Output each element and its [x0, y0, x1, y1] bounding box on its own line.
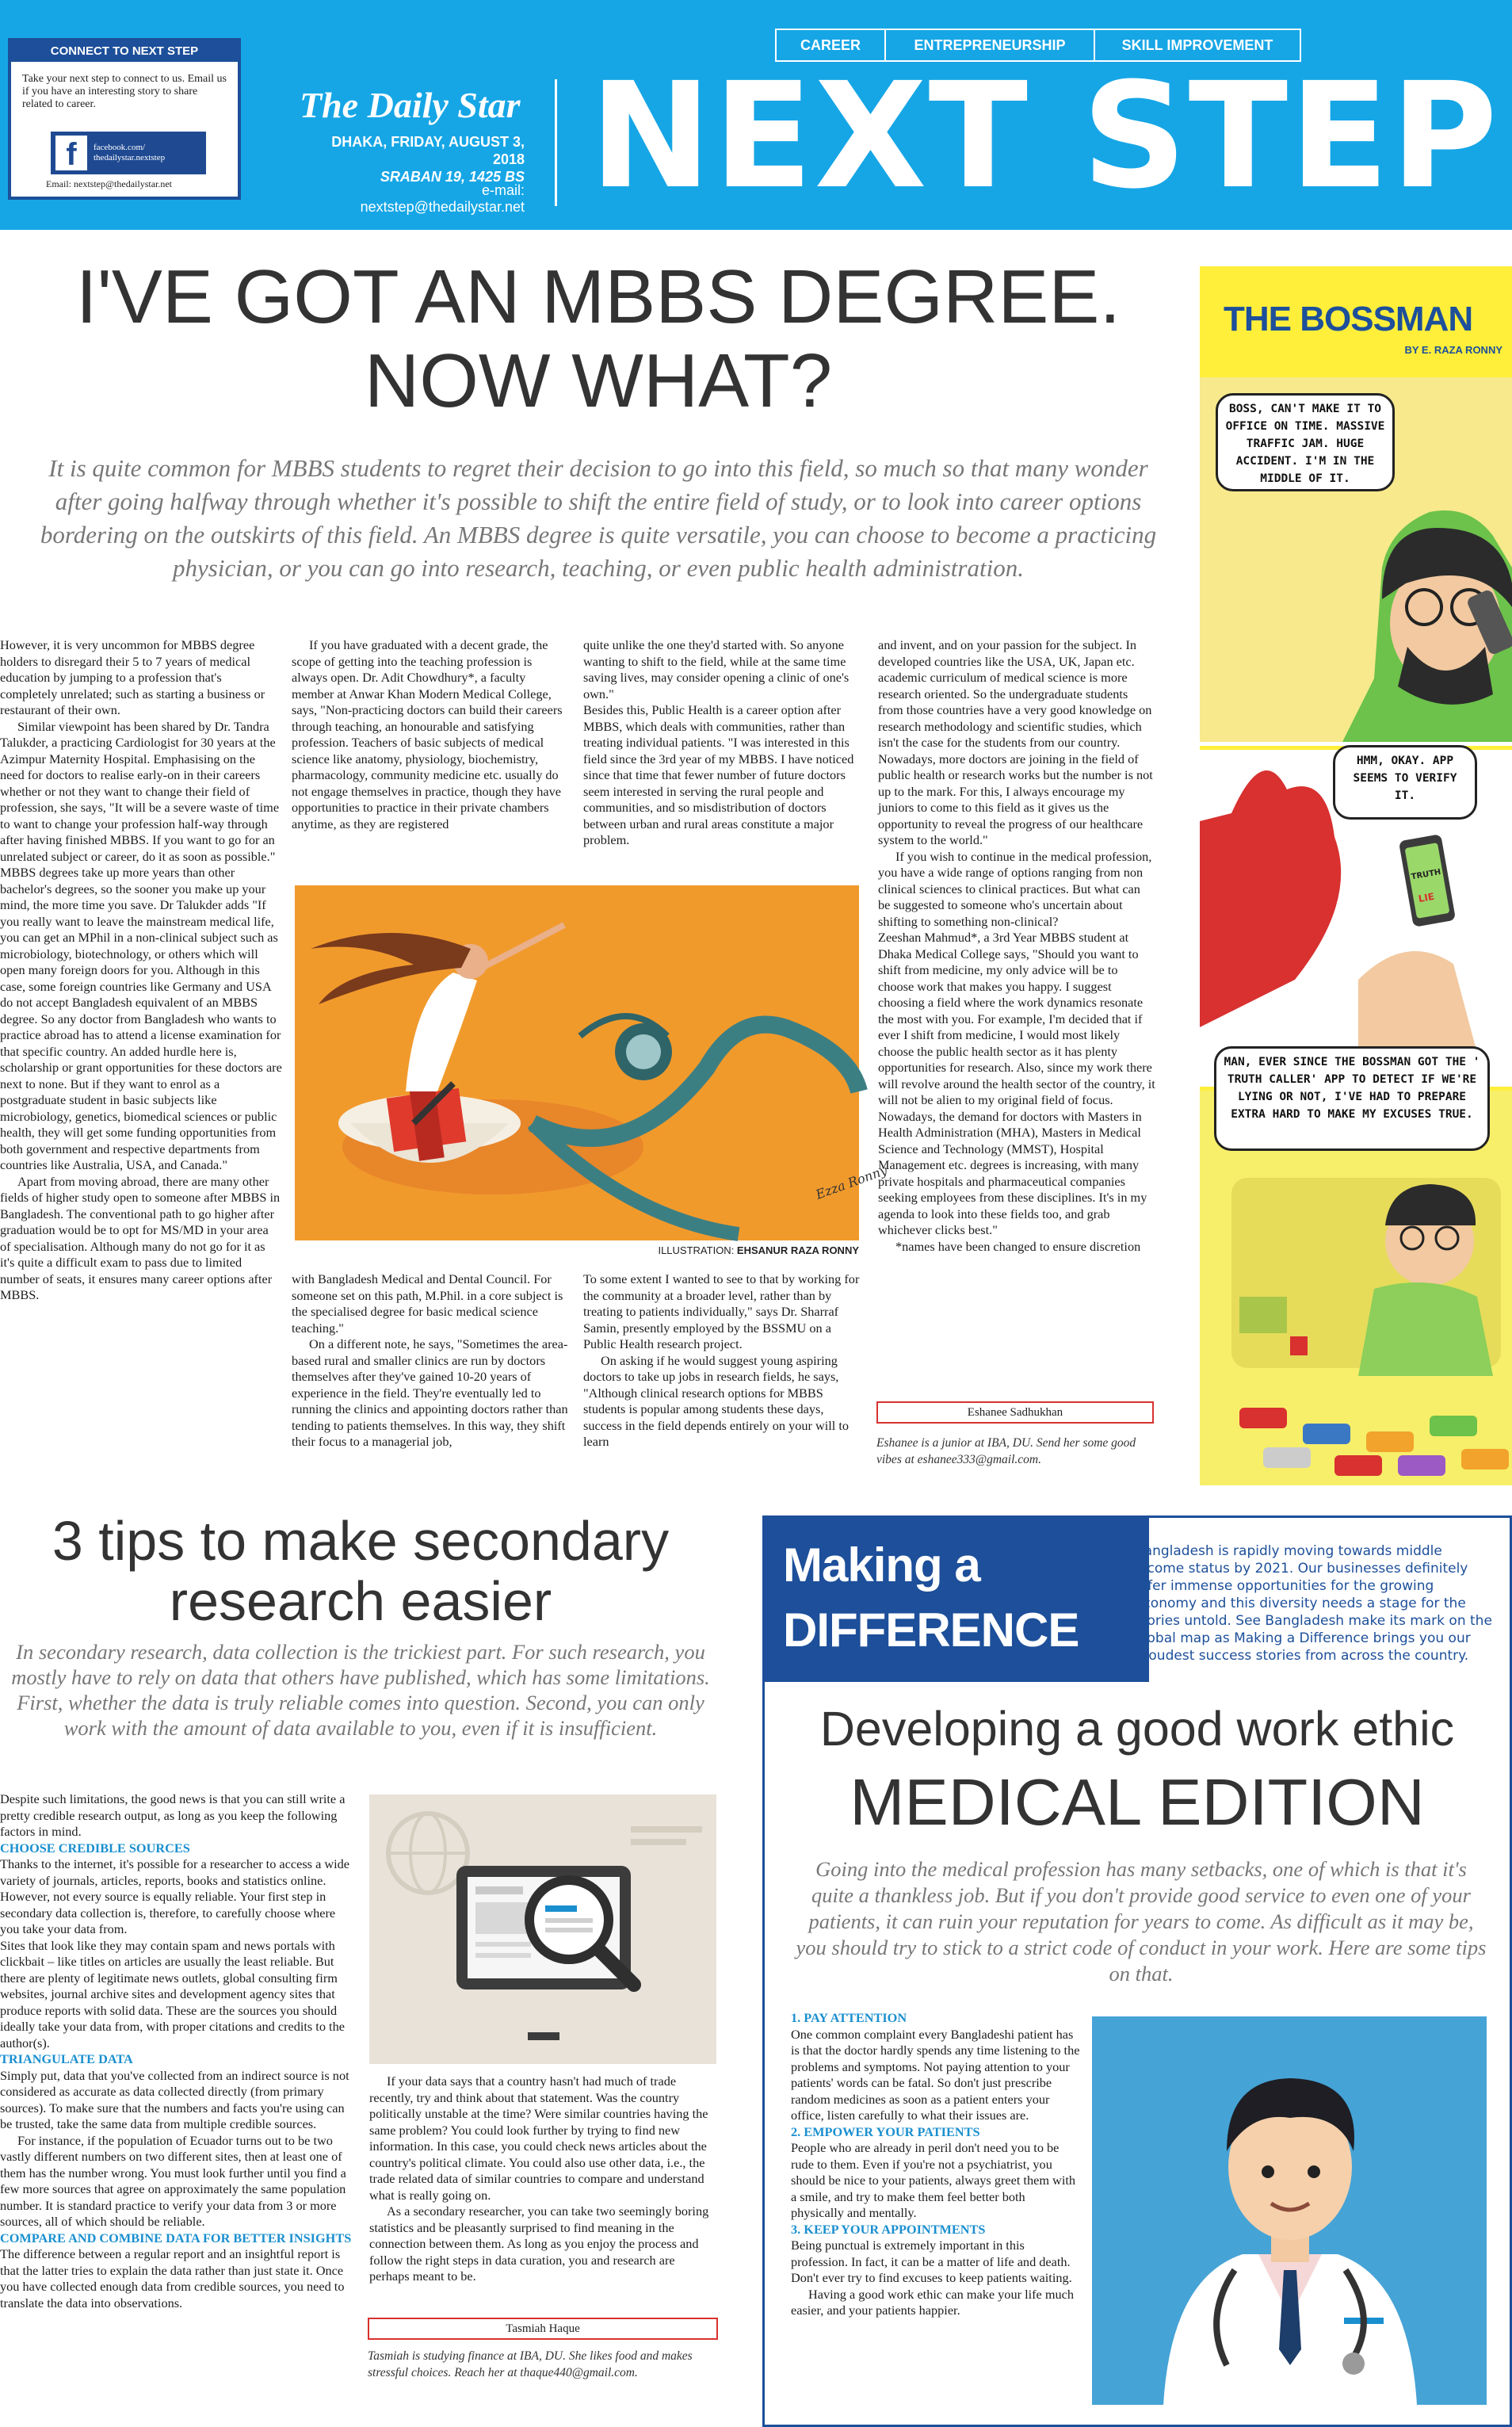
phone-label-truth: TRUTH — [1411, 867, 1442, 882]
tips-column-1 — [0, 1791, 355, 2311]
lead-paragraph: If you have graduated with a decent grade, the scope of getting into the teaching profession is always open. Dr. Adit Chowdhury*, a faculty member at Anwar Khan Modern Medical College, says, "Non-practicing doctors can build their careers through teaching, an honourable and satisfying profession. Teachers of basic subjects of medical science like anatomy, physiology, biochemistry, pharmacology, community medicine etc. usually do not engage themselves in practice, though they have opportunities to practice in their private chambers anytime, as they are registered — [292, 637, 563, 831]
tips-deck: In secondary research, data collection is the trickiest part. For such research, you mostly have to rely on data that others have published, which has some limitations. First, whether the data is truly reliable comes into question. Second, you can only work with the amount of data available to you, even if it is insufficient. — [11, 1640, 710, 1740]
comic-author: BY E. RAZA RONNY — [1404, 344, 1502, 356]
lead-paragraph: Zeeshan Mahmud*, a 3rd Year MBBS student at Dhaka Medical College says, "Should you want to shift from medicine, my only advice will be to choose work that makes you happy. I suggest choosing a field where the work dynamics resonate the most with you. For example, I'm decided that if ever I shift from medicine, I would most likely choose the public health sector as it has plenty opportunities for research. Also, since my work there will revolve around the health sector of the country, it will not be alien to my original field of focus. Nowadays, the demand for doctors with Masters in Health Administration (MHA), Masters in Medical Science and Technology (MMST), Hospital Management etc. degrees is increasing, with many private hospitals and pharmaceutical companies seeking employees from these disciplines. It's in my agenda to look into these fields too, and grab whichever clicks best." — [878, 930, 1155, 1237]
lead-paragraph: with Bangladesh Medical and Dental Council. For someone set on this path, M.Phil. in a core subject is the specialised degree for basic medical science teaching." — [292, 1271, 563, 1336]
nav-tab-career[interactable]: CAREER — [775, 29, 886, 62]
lead-paragraph: To some extent I wanted to see to that by working for the community at a broader level, rather than by treating to patients individually," says Dr. Sharraf Samin, presently employed by the BSSMU on a Public Health research project. — [583, 1271, 860, 1351]
speech-bubble-3: MAN, EVER SINCE THE BOSSMAN GOT THE ' TRUTH CALLER' APP TO DETECT IF WE'RE LYING OR NOT, I'VE HAD TO PREPARE EXTRA HARD TO MAKE MY EXCUSES TRUE. — [1214, 1046, 1490, 1151]
tips-headline — [0, 1511, 721, 1631]
mad-intro: Bangladesh is rapidly moving towards middle income status by 2021. Our businesses definitely offer immense opportunities for the growing economy and this diversity needs a stage for the stories untold. See Bangladesh make its mark on the global map as Making a Difference brings you our proudest success stories from across the country. — [1135, 1543, 1492, 1664]
ethic-subhead-2: 2. EMPOWER YOUR PATIENTS — [791, 2123, 980, 2139]
lead-column-2-top — [292, 637, 569, 832]
speech-bubble-1: BOSS, CAN'T MAKE IT TO OFFICE ON TIME. MASSIVE TRAFFIC JAM. HUGE ACCIDENT. I'M IN THE MIDDLE OF IT. — [1216, 393, 1395, 491]
issue-date-line-2: SRABAN 19, 1425 BS — [380, 169, 525, 185]
lead-byline: Eshanee Sadhukhan — [876, 1401, 1154, 1424]
lead-paragraph: However, it is very uncommon for MBBS degree holders to disregard their 5 to 7 years of medical education by jumping to a profession that's completely unrelated; such as starting a business or restaurant of their own. — [0, 637, 265, 717]
lead-paragraph: Apart from moving abroad, there are many other fields of higher study open to someone after MBBS in Bangladesh. The conventional path to go higher after graduation would be to opt for MS/MD in your area of specialisation. Although many do not go for it as it's quite a difficult exam to pass due to limited number of seats, it ensures many career options after MBBS. — [0, 1173, 281, 1302]
lead-paragraph: If you wish to continue in the medical profession, you have a wide range of options ranging from non clinical sciences to clinical practices. But what can be suggested to someone who's uncertain about shifting to something non-clinical? — [878, 848, 1152, 929]
connect-email[interactable]: Email: nextstep@thedailystar.net — [46, 178, 173, 189]
section-nav — [775, 29, 1301, 62]
phone-label-lie: LIE — [1417, 890, 1436, 905]
section-title: NEXT STEP — [590, 52, 1499, 221]
newspaper-logo: The Daily Star — [300, 85, 521, 125]
illustration-art — [295, 885, 890, 1240]
lead-paragraph: and invent, and on your passion for the subject. In developed countries like the USA, UK, Japan etc. academic curriculum of medical science is more research oriented. So the undergraduate students from those countries have a very good knowledge on research methodology and scientific studies, which isn't the case for the students from our country. Nowadays, more doctors are joining in the field of public health or research works but the number is not up to the mark. For this, I always encourage my juniors to come to this field as it gives us the opportunity to reveal the progress of our healthcare system to the world." — [878, 637, 1153, 847]
lead-paragraph: On a different note, he says, "Sometimes the area-based rural and smaller clinics are run by doctors themselves after they've gained 10-20 years of experience in the field. They're eventually led to running the clinics and appointing doctors rather than tending to patients themselves. In this way, they shift their focus to a managerial job, — [292, 1336, 568, 1449]
ethic-paragraph: People who are already in peril don't need you to be rude to them. Even if you're not a psychiatrist, you should be nice to your patients, always greet them with a smile, and try to make them feel better both physically and mentally. — [791, 2140, 1076, 2220]
masthead-divider — [555, 79, 557, 206]
comic-title: THE BOSSMAN — [1224, 300, 1473, 338]
lead-headline-line-2: NOW WHAT? — [364, 338, 833, 423]
ethic-paragraph: Being punctual is extremely important in this profession. In fact, it can be a matter of life and death. Don't ever try to find excuses to keep patients waiting. — [791, 2238, 1072, 2285]
lead-author-bio: Eshanee is a junior at IBA, DU. Send her some good vibes at eshanee333@gmail.com. — [876, 1436, 1136, 1466]
connect-text: Take your next step to connect to us. Email us if you have an interesting story to share related to career. — [22, 73, 227, 110]
facebook-link[interactable] — [51, 132, 206, 174]
tips-subhead-2: TRIANGULATE DATA — [0, 2051, 133, 2066]
nav-tab-skill-improvement[interactable]: SKILL IMPROVEMENT — [1094, 29, 1301, 62]
speech-bubble-2: HMM, OKAY. APP SEEMS TO VERIFY IT. — [1333, 745, 1477, 820]
ethic-column — [791, 2010, 1081, 2319]
tips-intro: Despite such limitations, the good news is that you can still write a pretty credible research output, as long as you keep the following factors in mind. — [0, 1791, 346, 1839]
globe-icon — [388, 1814, 468, 1893]
mad-title-line-2: DIFFERENCE — [783, 1603, 1079, 1657]
connect-box — [8, 38, 241, 200]
doctor-illustration — [1092, 2016, 1487, 2405]
section-email[interactable]: e-mail: nextstep@thedailystar.net — [360, 182, 525, 215]
facebook-line-2: thedailystar.nextstep — [94, 153, 166, 162]
ethic-headline: Developing a good work ethic — [819, 1702, 1455, 1756]
tips-headline-line-2: research easier — [169, 1570, 552, 1632]
ethic-paragraph: Having a good work ethic can make your life much easier, and your patients happier. — [791, 2286, 1075, 2318]
lead-column-4 — [878, 637, 1155, 1255]
issue-date — [317, 133, 525, 185]
facebook-line-1: facebook.com/ — [94, 143, 146, 152]
tips-paragraph: Thanks to the internet, it's possible for a researcher to access a wide variety of journals, articles, reports, books and statistics online. However, not every source is equally reliable. Your first step in secondary data collection is, therefore, to carefully choose where you take your data from. — [0, 1856, 350, 1936]
tips-byline: Tasmiah Haque — [368, 2318, 718, 2340]
illustration-label: ILLUSTRATION: — [658, 1244, 737, 1256]
ethic-deck: Going into the medical profession has many setbacks, one of which is that it's quite a thankless job. But if you don't provide good service to even one of your patients, it can ruin your reputation for years to come. As difficult as it may be, you should try to stick to a strict code of conduct in your work. Here are some tips on that. — [796, 1857, 1487, 1986]
tips-paragraph: Sites that look like they may contain spam and news portals with clickbait – like titles on articles are usually the least reliable. But there are plenty of legitimate news outlets, global consulting firm websites, journal archive sites and development agency sites that produce reports with solid data. These are the sources you should ideally take your data from, with proper citations and credits to the author(s). — [0, 1937, 345, 2051]
issue-date-line-1: DHAKA, FRIDAY, AUGUST 3, 2018 — [331, 134, 525, 167]
tips-subhead-3: COMPARE AND COMBINE DATA FOR BETTER INSIGHTS — [0, 2230, 352, 2245]
lead-paragraph: *names have been changed to ensure discretion — [895, 1238, 1141, 1254]
lead-column-2-bottom — [292, 1271, 569, 1450]
tips-paragraph: If your data says that a country hasn't had much of trade recently, try and think about that statement. Was the country politically unstable at the time? Were similar countries having the same problem? You could look further by trying to find new information. In this case, you could check news articles about the country's political climate. You could also use other data, i.e., the trade related data of similar countries to compare and understand what is really going on. — [369, 2073, 708, 2203]
tips-headline-line-1: 3 tips to make secondary — [52, 1510, 670, 1572]
lead-paragraph: Besides this, Public Health is a career option after MBBS, which deals with communities, rather than treating individual patients. "I was interested in this field since the 3rd year of my MBBS. I have noticed since that time that fewer number of future doctors seem interested in serving the rural people and communities, and so misdistribution of doctors between urban and rural areas constitute a major problem. — [583, 702, 854, 847]
ethic-subhead-1: 1. PAY ATTENTION — [791, 2010, 907, 2025]
lead-column-3-bottom — [583, 1271, 861, 1450]
lead-column-3-top — [583, 637, 861, 849]
lead-deck: It is quite common for MBBS students to regret their decision to go into this field, so much so that many wonder after going halfway through whether it's possible to shift the entire field of study, or to look into career options bordering on the outskirts of this field. An MBBS degree is quite versatile, you can choose to become a practicing physician, or you can go into research, teaching, or even public health administration. — [40, 454, 1157, 582]
tips-paragraph: Simply put, data that you've collected from an indirect source is not considered as accurate as data collected directly (from primary sources). To make sure that the numbers and facts you're using can be trusted, take the same data from multiple credible sources. — [0, 2067, 349, 2131]
artist-signature: Ezza Ronny — [813, 1162, 890, 1202]
nav-tab-entrepreneurship[interactable]: ENTREPRENEURSHIP — [884, 29, 1095, 62]
tips-paragraph: As a secondary researcher, you can take two seemingly boring statistics and be pleasantly surprised to find meaning in the connection between them. As long as you enjoy the process and follow the right steps in data curation, you and research are perhaps meant to be. — [369, 2203, 709, 2284]
connect-title: CONNECT TO NEXT STEP — [11, 41, 238, 62]
lead-column-1 — [0, 637, 282, 1304]
ethic-headline-medical: MEDICAL EDITION — [850, 1765, 1425, 1839]
tips-paragraph: The difference between a regular report and an insightful report is that the latter tries to explain the data rather than just state it. Once you have collected enough data from credible sources, you need to translate the data into observations. — [0, 2246, 345, 2310]
lead-headline-line-1: I'VE GOT AN MBBS DEGREE. — [75, 254, 1121, 339]
medical-illustration — [295, 885, 890, 1240]
lead-paragraph: On asking if he would suggest young aspiring doctors to take up jobs in research fields, he says, "Although clinical research options for MBBS students is popular among students these days, success in the field depends entirely on your will to learn — [583, 1352, 850, 1449]
facebook-icon: f — [55, 136, 87, 170]
bossman-comic — [1200, 266, 1512, 1485]
illustration-artist: EHSANUR RAZA RONNY — [736, 1244, 859, 1256]
illustration-credit — [295, 1244, 859, 1256]
tips-author-bio: Tasmiah is studying finance at IBA, DU. She likes food and makes stressful choices. Reach her at thaque440@gmail.com. — [368, 2349, 693, 2379]
lead-paragraph: Similar viewpoint has been shared by Dr. Tandra Talukder, a practicing Cardiologist for 30 years at the Azimpur Maternity Hospital. Emphasising on the need for doctors to realise early-on in their careers whether or not they want to change their field of profession, she says, "It will be a severe waste of time to want to change your profession half-way through after having finished MBBS. If you want to go for an unrelated subject or career, do it as soon as possible." MBBS degrees take up more years than other bachelor's degrees, so the sooner you make up your mind, the more time you save. Dr Talukder adds "If you really want to leave the mainstream medical life, you can get an MPhil in a non-clinical subject such as microbiology, biotechnology, or others which will open many foreign doors for you. Although in this case, some foreign countries like Germany and USA do not accept Bangladesh equivalent of an MBBS degree. So any doctor from Bangladesh who wants to practice abroad has to attend a license examination for that specific country. An added hurdle here is, scholarship or grant opportunities for these doctors are next to none. But if they want to enrol as a postgraduate student in basic subjects like microbiology, genetics, biomedical sciences or public health, they will get some funding opportunities from both government and respective departments from countries like Australia, USA, and Canada." — [0, 718, 282, 1172]
lead-headline — [24, 255, 1173, 423]
mad-title-line-1: Making a — [783, 1538, 980, 1592]
research-image — [369, 1794, 716, 2064]
ethic-paragraph: One common complaint every Bangladeshi patient has is that the doctor hardly spends any time listening to the problems and symptoms. Not paying attention to your patients' words can be fatal. So don't just prescribe random medicines as soon as a patient enters your office, listen carefully to what their issues are. — [791, 2026, 1080, 2123]
tips-paragraph: For instance, if the population of Ecuador turns out to be two vastly different numbers on two different sites, then at least one of them has the number wrong. You must look further until you find a few more sources that agree on approximately the same population number. It is standard practice to verify your data from 3 or more sources, all of which should be reliable. — [0, 2132, 346, 2229]
ethic-subhead-3: 3. KEEP YOUR APPOINTMENTS — [791, 2221, 986, 2237]
masthead — [0, 0, 1512, 230]
lead-paragraph: quite unlike the one they'd started with. So anyone wanting to shift to the field, while at the same time saving lives, may consider opening a clinic of one's own." — [583, 637, 850, 701]
tips-subhead-1: CHOOSE CREDIBLE SOURCES — [0, 1840, 190, 1856]
tips-column-2 — [369, 2073, 716, 2285]
